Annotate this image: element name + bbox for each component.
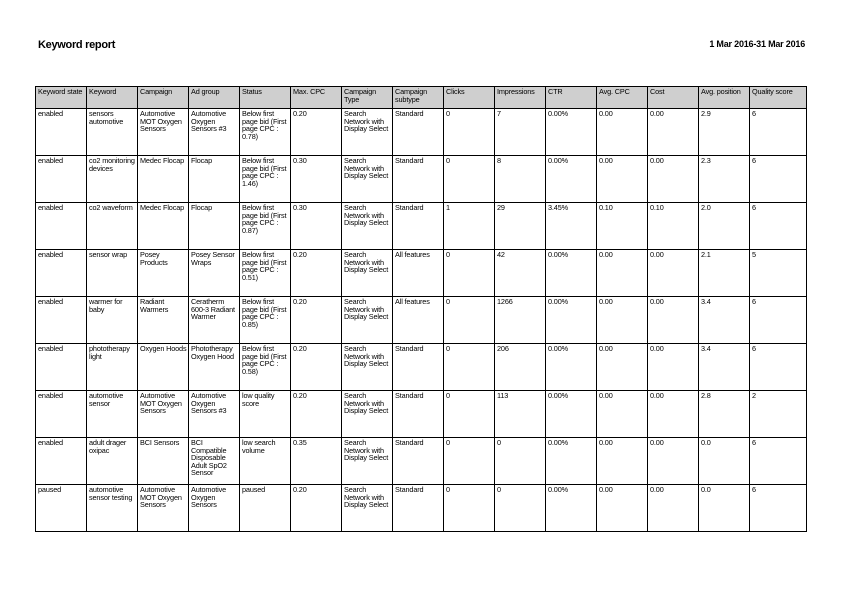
cell-campaign-type: Search Network with Display Select	[342, 485, 393, 532]
cell-keyword-state: enabled	[36, 344, 87, 391]
cell-campaign-subtype: All features	[393, 297, 444, 344]
header-keyword-state: Keyword state	[36, 87, 87, 109]
cell-avg-position: 0.0	[699, 485, 750, 532]
cell-ad-group: Flocap	[189, 156, 240, 203]
cell-campaign: Automotive MOT Oxygen Sensors	[138, 109, 189, 156]
cell-campaign-subtype: Standard	[393, 156, 444, 203]
cell-campaign-subtype: Standard	[393, 344, 444, 391]
cell-ctr: 3.45%	[546, 203, 597, 250]
header-max-cpc: Max. CPC	[291, 87, 342, 109]
header-ctr: CTR	[546, 87, 597, 109]
cell-ad-group: Flocap	[189, 203, 240, 250]
cell-impressions: 0	[495, 438, 546, 485]
cell-cost: 0.00	[648, 250, 699, 297]
report-title: Keyword report	[38, 39, 116, 51]
header-campaign-type: Campaign Type	[342, 87, 393, 109]
report-date-range: 1 Mar 2016-31 Mar 2016	[709, 39, 805, 49]
cell-keyword: phototherapy light	[87, 344, 138, 391]
cell-cost: 0.00	[648, 344, 699, 391]
cell-impressions: 42	[495, 250, 546, 297]
cell-quality-score: 6	[750, 156, 807, 203]
cell-campaign: Medec Flocap	[138, 203, 189, 250]
cell-max-cpc: 0.20	[291, 485, 342, 532]
cell-impressions: 7	[495, 109, 546, 156]
cell-avg-position: 2.1	[699, 250, 750, 297]
cell-status: paused	[240, 485, 291, 532]
cell-quality-score: 6	[750, 109, 807, 156]
cell-keyword: co2 monitoring devices	[87, 156, 138, 203]
cell-campaign-subtype: Standard	[393, 438, 444, 485]
cell-keyword-state: enabled	[36, 109, 87, 156]
cell-max-cpc: 0.20	[291, 391, 342, 438]
header-avg-position: Avg. position	[699, 87, 750, 109]
cell-avg-position: 3.4	[699, 297, 750, 344]
cell-avg-cpc: 0.00	[597, 344, 648, 391]
cell-avg-position: 3.4	[699, 344, 750, 391]
cell-keyword-state: enabled	[36, 438, 87, 485]
table-row	[36, 250, 807, 297]
cell-ctr: 0.00%	[546, 438, 597, 485]
header-status: Status	[240, 87, 291, 109]
cell-keyword: sensors automotive	[87, 109, 138, 156]
cell-max-cpc: 0.20	[291, 297, 342, 344]
cell-cost: 0.00	[648, 485, 699, 532]
cell-quality-score: 6	[750, 297, 807, 344]
header-avg-cpc: Avg. CPC	[597, 87, 648, 109]
cell-keyword: automotive sensor	[87, 391, 138, 438]
cell-campaign: Posey Products	[138, 250, 189, 297]
keyword-table	[35, 86, 807, 532]
cell-avg-cpc: 0.00	[597, 250, 648, 297]
table-row	[36, 438, 807, 485]
header-clicks: Clicks	[444, 87, 495, 109]
cell-max-cpc: 0.30	[291, 203, 342, 250]
cell-avg-cpc: 0.00	[597, 391, 648, 438]
cell-status: Below first page bid (First page CPC : 1.46)	[240, 156, 291, 203]
cell-status: Below first page bid (First page CPC : 0.51)	[240, 250, 291, 297]
cell-avg-cpc: 0.00	[597, 297, 648, 344]
cell-status: Below first page bid (First page CPC : 0.85)	[240, 297, 291, 344]
cell-clicks: 0	[444, 344, 495, 391]
cell-ctr: 0.00%	[546, 297, 597, 344]
cell-ad-group: BCI Compatible Disposable Adult SpO2 Sensor	[189, 438, 240, 485]
table-row	[36, 156, 807, 203]
cell-quality-score: 6	[750, 438, 807, 485]
header-impressions: Impressions	[495, 87, 546, 109]
cell-campaign: Automotive MOT Oxygen Sensors	[138, 391, 189, 438]
cell-campaign-type: Search Network with Display Select	[342, 391, 393, 438]
cell-status: Below first page bid (First page CPC : 0.87)	[240, 203, 291, 250]
cell-impressions: 206	[495, 344, 546, 391]
cell-keyword: automotive sensor testing	[87, 485, 138, 532]
header-cost: Cost	[648, 87, 699, 109]
table-row	[36, 391, 807, 438]
table-row	[36, 203, 807, 250]
cell-quality-score: 6	[750, 485, 807, 532]
cell-avg-position: 2.0	[699, 203, 750, 250]
cell-avg-cpc: 0.10	[597, 203, 648, 250]
cell-keyword: warmer for baby	[87, 297, 138, 344]
cell-ad-group: Automotive Oxygen Sensors	[189, 485, 240, 532]
cell-max-cpc: 0.30	[291, 156, 342, 203]
header-campaign: Campaign	[138, 87, 189, 109]
cell-campaign-subtype: Standard	[393, 485, 444, 532]
cell-campaign-type: Search Network with Display Select	[342, 250, 393, 297]
cell-impressions: 8	[495, 156, 546, 203]
header-keyword: Keyword	[87, 87, 138, 109]
cell-avg-cpc: 0.00	[597, 156, 648, 203]
cell-cost: 0.10	[648, 203, 699, 250]
cell-ctr: 0.00%	[546, 391, 597, 438]
cell-ad-group: Posey Sensor Wraps	[189, 250, 240, 297]
cell-ctr: 0.00%	[546, 109, 597, 156]
cell-campaign: Radiant Warmers	[138, 297, 189, 344]
cell-keyword-state: paused	[36, 485, 87, 532]
cell-ad-group: Ceratherm 600-3 Radiant Warmer	[189, 297, 240, 344]
cell-status: Below first page bid (First page CPC : 0.78)	[240, 109, 291, 156]
cell-keyword-state: enabled	[36, 156, 87, 203]
cell-clicks: 0	[444, 250, 495, 297]
cell-ad-group: Phototherapy Oxygen Hood	[189, 344, 240, 391]
cell-campaign-type: Search Network with Display Select	[342, 438, 393, 485]
cell-status: Below first page bid (First page CPC : 0.58)	[240, 344, 291, 391]
cell-cost: 0.00	[648, 438, 699, 485]
cell-ad-group: Automotive Oxygen Sensors #3	[189, 391, 240, 438]
cell-campaign: Automotive MOT Oxygen Sensors	[138, 485, 189, 532]
cell-max-cpc: 0.20	[291, 109, 342, 156]
cell-cost: 0.00	[648, 297, 699, 344]
cell-avg-position: 0.0	[699, 438, 750, 485]
cell-campaign-type: Search Network with Display Select	[342, 109, 393, 156]
header-quality-score: Quality score	[750, 87, 807, 109]
table-body	[36, 109, 807, 532]
table-row	[36, 109, 807, 156]
header-campaign-subtype: Campaign subtype	[393, 87, 444, 109]
table-header-row	[36, 87, 807, 109]
cell-cost: 0.00	[648, 156, 699, 203]
cell-impressions: 113	[495, 391, 546, 438]
cell-status: low search volume	[240, 438, 291, 485]
cell-clicks: 0	[444, 156, 495, 203]
cell-quality-score: 6	[750, 344, 807, 391]
cell-quality-score: 2	[750, 391, 807, 438]
cell-quality-score: 5	[750, 250, 807, 297]
cell-keyword-state: enabled	[36, 391, 87, 438]
cell-ctr: 0.00%	[546, 344, 597, 391]
cell-clicks: 0	[444, 109, 495, 156]
cell-clicks: 0	[444, 438, 495, 485]
cell-ctr: 0.00%	[546, 485, 597, 532]
cell-campaign-subtype: Standard	[393, 203, 444, 250]
table-row	[36, 485, 807, 532]
cell-campaign: Oxygen Hoods	[138, 344, 189, 391]
cell-cost: 0.00	[648, 109, 699, 156]
cell-quality-score: 6	[750, 203, 807, 250]
table-row	[36, 297, 807, 344]
cell-keyword-state: enabled	[36, 297, 87, 344]
cell-ctr: 0.00%	[546, 250, 597, 297]
header-ad-group: Ad group	[189, 87, 240, 109]
cell-ctr: 0.00%	[546, 156, 597, 203]
cell-impressions: 1266	[495, 297, 546, 344]
cell-campaign-type: Search Network with Display Select	[342, 203, 393, 250]
cell-campaign-subtype: Standard	[393, 391, 444, 438]
cell-avg-position: 2.8	[699, 391, 750, 438]
cell-clicks: 1	[444, 203, 495, 250]
cell-clicks: 0	[444, 297, 495, 344]
cell-max-cpc: 0.20	[291, 344, 342, 391]
cell-avg-cpc: 0.00	[597, 438, 648, 485]
cell-avg-cpc: 0.00	[597, 485, 648, 532]
cell-campaign-subtype: All features	[393, 250, 444, 297]
cell-clicks: 0	[444, 391, 495, 438]
cell-keyword-state: enabled	[36, 203, 87, 250]
cell-impressions: 0	[495, 485, 546, 532]
cell-keyword: sensor wrap	[87, 250, 138, 297]
cell-cost: 0.00	[648, 391, 699, 438]
cell-campaign: BCI Sensors	[138, 438, 189, 485]
cell-avg-position: 2.9	[699, 109, 750, 156]
cell-campaign-type: Search Network with Display Select	[342, 156, 393, 203]
cell-max-cpc: 0.20	[291, 250, 342, 297]
cell-keyword-state: enabled	[36, 250, 87, 297]
cell-clicks: 0	[444, 485, 495, 532]
cell-max-cpc: 0.35	[291, 438, 342, 485]
cell-keyword: adult drager oxipac	[87, 438, 138, 485]
table-row	[36, 344, 807, 391]
cell-campaign: Medec Flocap	[138, 156, 189, 203]
cell-status: low quality score	[240, 391, 291, 438]
cell-impressions: 29	[495, 203, 546, 250]
cell-keyword: co2 waveform	[87, 203, 138, 250]
cell-avg-position: 2.3	[699, 156, 750, 203]
cell-campaign-type: Search Network with Display Select	[342, 344, 393, 391]
cell-campaign-type: Search Network with Display Select	[342, 297, 393, 344]
cell-avg-cpc: 0.00	[597, 109, 648, 156]
cell-ad-group: Automotive Oxygen Sensors #3	[189, 109, 240, 156]
cell-campaign-subtype: Standard	[393, 109, 444, 156]
